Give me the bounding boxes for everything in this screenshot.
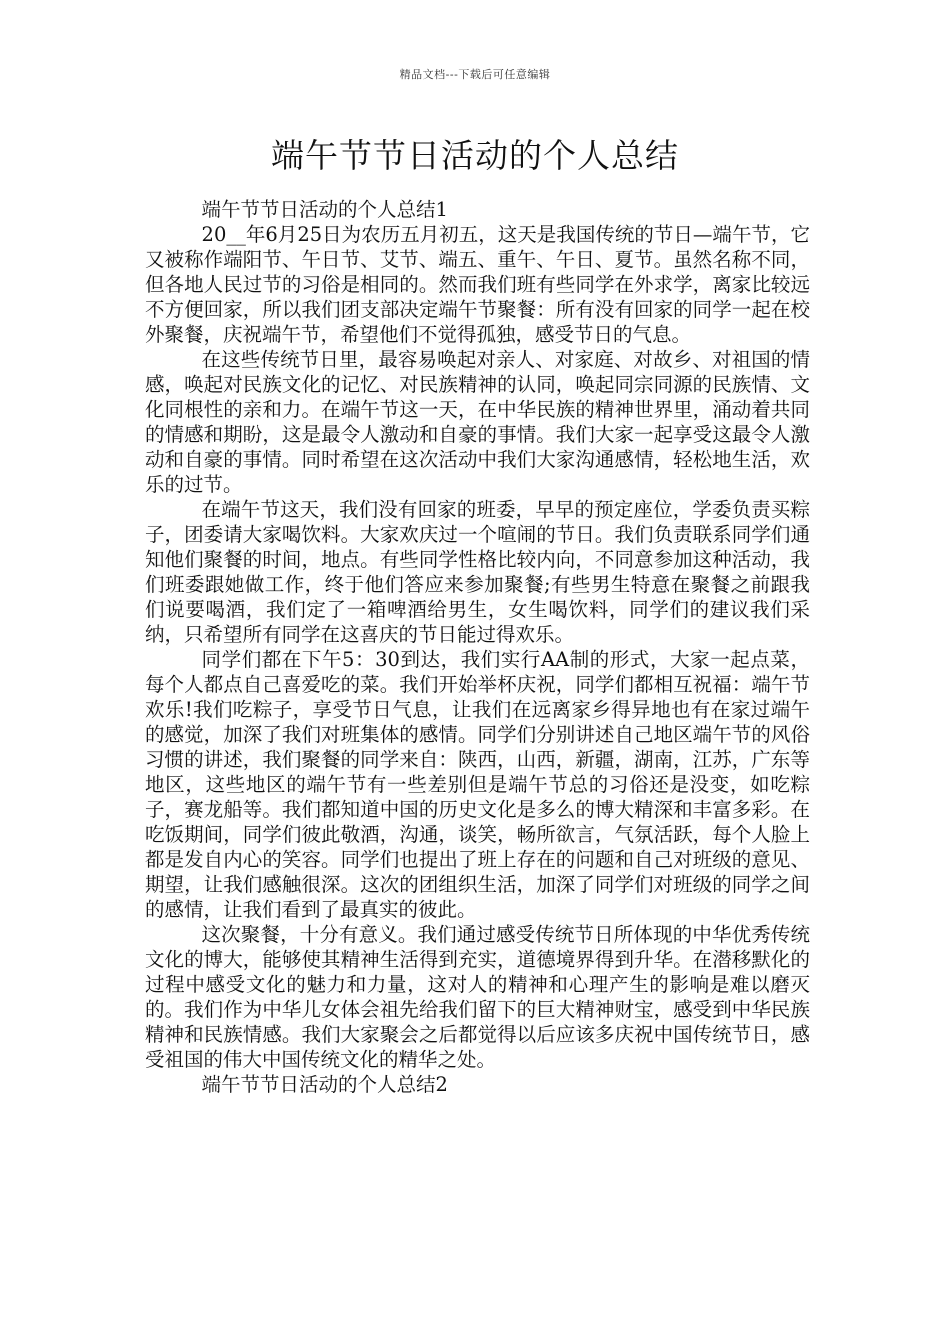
document-body <box>145 197 810 1097</box>
paragraph: 在这些传统节日里，最容易唤起对亲人、对家庭、对故乡、对祖国的情感，唤起对民族文化的记忆、对民族精神的认同，唤起同宗同源的民族情、文化同根性的亲和力。在端午节这一天，在中华民族的精神世界里，涌动着共同的情感和期盼，这是最令人激动和自豪的事情。我们大家一起享受这最令人激动和自豪的事情。同时希望在这次活动中我们大家沟通感情，轻松地生活，欢乐的过节。 <box>145 348 810 496</box>
paragraph: 在端午节这天，我们没有回家的班委，早早的预定座位，学委负责买粽子，团委请大家喝饮料。大家欢庆过一个喧闹的节日。我们负责联系同学们通知他们聚餐的时间，地点。有些同学性格比较内向，不同意参加这种活动，我们班委跟她做工作，终于他们答应来参加聚餐;有些男生特意在聚餐之前跟我们说要喝酒，我们定了一箱啤酒给男生，女生喝饮料，同学们的建议我们采纳，只希望所有同学在这喜庆的节日能过得欢乐。 <box>145 498 810 646</box>
document-title: 端午节节日活动的个人总结 <box>271 136 679 175</box>
paragraph: 这次聚餐，十分有意义。我们通过感受传统节日所体现的中华优秀传统文化的博大，能够使其精神生活得到充实，道德境界得到升华。在潜移默化的过程中感受文化的魅力和力量，这对人的精神和心理产生的影响是难以磨灭的。我们作为中华儿女体会祖先给我们留下的巨大精神财宝，感受到中华民族精神和民族情感。我们大家聚会之后都觉得以后应该多庆祝中国传统节日，感受祖国的伟大中国传统文化的精华之处。 <box>145 923 810 1071</box>
paragraph: 20__年6月25日为农历五月初五，这天是我国传统的节日—端午节，它又被称作端阳节、午日节、艾节、端五、重午、午日、夏节。虽然名称不同，但各地人民过节的习俗是相同的。然而我们班有些同学在外求学，离家比较远不方便回家，所以我们团支部决定端午节聚餐：所有没有回家的同学一起在校外聚餐，庆祝端午节，希望他们不觉得孤独，感受节日的气息。 <box>145 223 810 346</box>
section-heading-1: 端午节节日活动的个人总结1 <box>201 198 448 221</box>
section-heading-2: 端午节节日活动的个人总结2 <box>201 1073 448 1096</box>
header-note: 精品文档---下载后可任意编辑 <box>399 68 551 81</box>
paragraph: 同学们都在下午5：30到达，我们实行AA制的形式，大家一起点菜，每个人都点自己喜爱吃的菜。我们开始举杯庆祝，同学们都相互祝福：端午节欢乐!我们吃粽子，享受节日气息，让我们在远离家乡得异地也有在家过端午的感觉，加深了我们对班集体的感情。同学们分别讲述自己地区端午节的风俗习惯的讲述，我们聚餐的同学来自：陕西，山西，新疆，湖南，江苏，广东等地区，这些地区的端午节有一些差别但是端午节总的习俗还是没变，如吃粽子，赛龙船等。我们都知道中国的历史文化是多么的博大精深和丰富多彩。在吃饭期间，同学们彼此敬酒，沟通，谈笑，畅所欲言，气氛活跃，每个人脸上都是发自内心的笑容。同学们也提出了班上存在的问题和自己对班级的意见、期望，让我们感触很深。这次的团组织生活，加深了同学们对班级的同学之间的感情，让我们看到了最真实的彼此。 <box>145 648 810 921</box>
